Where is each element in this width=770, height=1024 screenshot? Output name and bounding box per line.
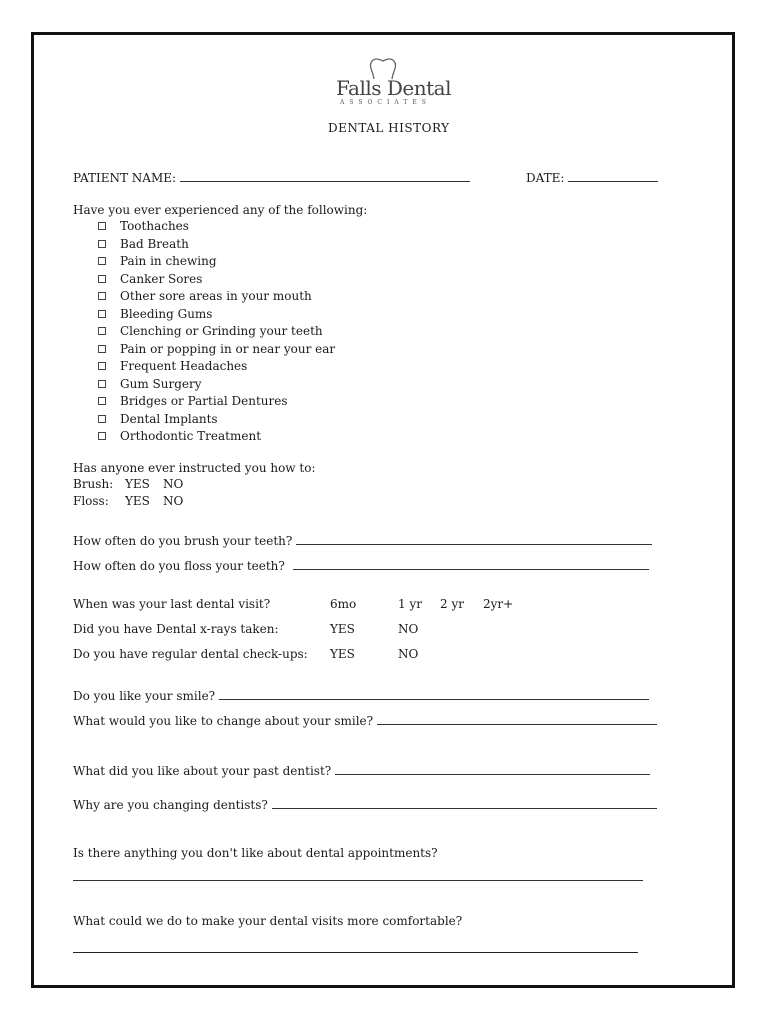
floss-frequency-label: How often do you floss your teeth?: [73, 559, 285, 573]
dislike-appointments-line[interactable]: [73, 880, 643, 881]
dislike-appointments-label: Is there anything you don't like about dental appointments?: [73, 846, 438, 860]
changing-dentists-line[interactable]: [272, 797, 657, 809]
like-smile-label: Do you like your smile?: [73, 689, 216, 703]
visit-option-6mo[interactable]: 6mo: [330, 597, 357, 611]
list-item-label: Clenching or Grinding your teeth: [120, 324, 323, 338]
brush-frequency-label: How often do you brush your teeth?: [73, 534, 293, 548]
floss-frequency-field[interactable]: [73, 558, 649, 573]
checkbox[interactable]: [98, 292, 106, 300]
list-item[interactable]: [98, 237, 335, 255]
list-item-label: Bleeding Gums: [120, 306, 213, 321]
brush-no-option[interactable]: NO: [163, 477, 184, 491]
list-item[interactable]: [98, 377, 335, 395]
checkups-no-option[interactable]: NO: [398, 647, 419, 661]
checkbox[interactable]: [98, 310, 106, 318]
xrays-yes-option[interactable]: YES: [330, 622, 355, 636]
past-dentist-line[interactable]: [335, 763, 650, 775]
floss-no-option[interactable]: NO: [163, 494, 184, 508]
comfortable-visits-label: What could we do to make your dental visits more comfortable?: [73, 914, 463, 928]
checkbox[interactable]: [98, 327, 106, 335]
instructed-prompt: Has anyone ever instructed you how to:: [73, 461, 316, 475]
list-item[interactable]: [98, 324, 335, 342]
date-line[interactable]: [568, 170, 658, 182]
patient-name-label: PATIENT NAME:: [73, 171, 177, 185]
experienced-prompt: Have you ever experienced any of the following:: [73, 203, 368, 217]
checkbox[interactable]: [98, 257, 106, 265]
list-item-label: Dental Implants: [120, 411, 218, 426]
change-smile-line[interactable]: [377, 713, 657, 725]
patient-name-line[interactable]: [180, 170, 470, 182]
xrays-no-option[interactable]: NO: [398, 622, 419, 636]
list-item[interactable]: [98, 219, 335, 237]
list-item[interactable]: [98, 254, 335, 272]
date-label: DATE:: [526, 171, 565, 185]
change-smile-field[interactable]: [73, 713, 657, 728]
changing-dentists-field[interactable]: [73, 797, 657, 812]
brush-yes-option[interactable]: YES: [125, 477, 150, 491]
logo-name: Falls Dental: [336, 76, 451, 100]
date-field[interactable]: [526, 170, 658, 185]
list-item-label: Frequent Headaches: [120, 359, 248, 373]
like-smile-field[interactable]: [73, 688, 649, 703]
patient-name-field[interactable]: [73, 170, 470, 185]
brush-label: Brush:: [73, 477, 114, 491]
list-item-label: Gum Surgery: [120, 376, 202, 391]
brush-frequency-line[interactable]: [296, 533, 652, 545]
list-item[interactable]: [98, 342, 335, 360]
checkbox[interactable]: [98, 240, 106, 248]
checkups-label: Do you have regular dental check-ups:: [73, 647, 308, 661]
checkbox[interactable]: [98, 222, 106, 230]
list-item-label: Canker Sores: [120, 271, 203, 286]
floss-label: Floss:: [73, 494, 109, 508]
list-item[interactable]: [98, 272, 335, 290]
symptom-list: [98, 219, 335, 447]
checkbox[interactable]: [98, 432, 106, 440]
list-item-label: Other sore areas in your mouth: [120, 289, 312, 303]
list-item-label: Pain or popping in or near your ear: [120, 341, 336, 356]
list-item[interactable]: [98, 289, 335, 307]
page-title: DENTAL HISTORY: [328, 121, 450, 135]
visit-option-2yr-plus[interactable]: 2yr+: [483, 597, 514, 611]
floss-yes-option[interactable]: YES: [125, 494, 150, 508]
list-item-label: Pain in chewing: [120, 254, 217, 268]
change-smile-label: What would you like to change about your smile?: [73, 714, 374, 728]
list-item-label: Bad Breath: [120, 236, 189, 251]
like-smile-line[interactable]: [219, 688, 649, 700]
visit-option-2yr[interactable]: 2 yr: [440, 597, 464, 611]
checkups-yes-option[interactable]: YES: [330, 647, 355, 661]
visit-option-1yr[interactable]: 1 yr: [398, 597, 422, 611]
past-dentist-label: What did you like about your past dentist?: [73, 764, 332, 778]
list-item[interactable]: [98, 412, 335, 430]
comfortable-visits-line[interactable]: [73, 952, 638, 953]
checkbox[interactable]: [98, 415, 106, 423]
list-item[interactable]: [98, 307, 335, 325]
checkbox[interactable]: [98, 362, 106, 370]
list-item[interactable]: [98, 394, 335, 412]
list-item-label: Orthodontic Treatment: [120, 429, 262, 443]
last-visit-label: When was your last dental visit?: [73, 597, 271, 611]
list-item-label: Toothaches: [120, 219, 189, 233]
floss-frequency-line[interactable]: [293, 558, 649, 570]
list-item-label: Bridges or Partial Dentures: [120, 394, 288, 408]
checkbox[interactable]: [98, 380, 106, 388]
brush-frequency-field[interactable]: [73, 533, 652, 548]
list-item[interactable]: [98, 429, 335, 447]
checkbox[interactable]: [98, 397, 106, 405]
xrays-label: Did you have Dental x-rays taken:: [73, 622, 279, 636]
changing-dentists-label: Why are you changing dentists?: [73, 798, 268, 812]
checkbox[interactable]: [98, 345, 106, 353]
list-item[interactable]: [98, 359, 335, 377]
logo-subtitle: ASSOCIATES: [340, 99, 431, 106]
past-dentist-field[interactable]: [73, 763, 650, 778]
checkbox[interactable]: [98, 275, 106, 283]
